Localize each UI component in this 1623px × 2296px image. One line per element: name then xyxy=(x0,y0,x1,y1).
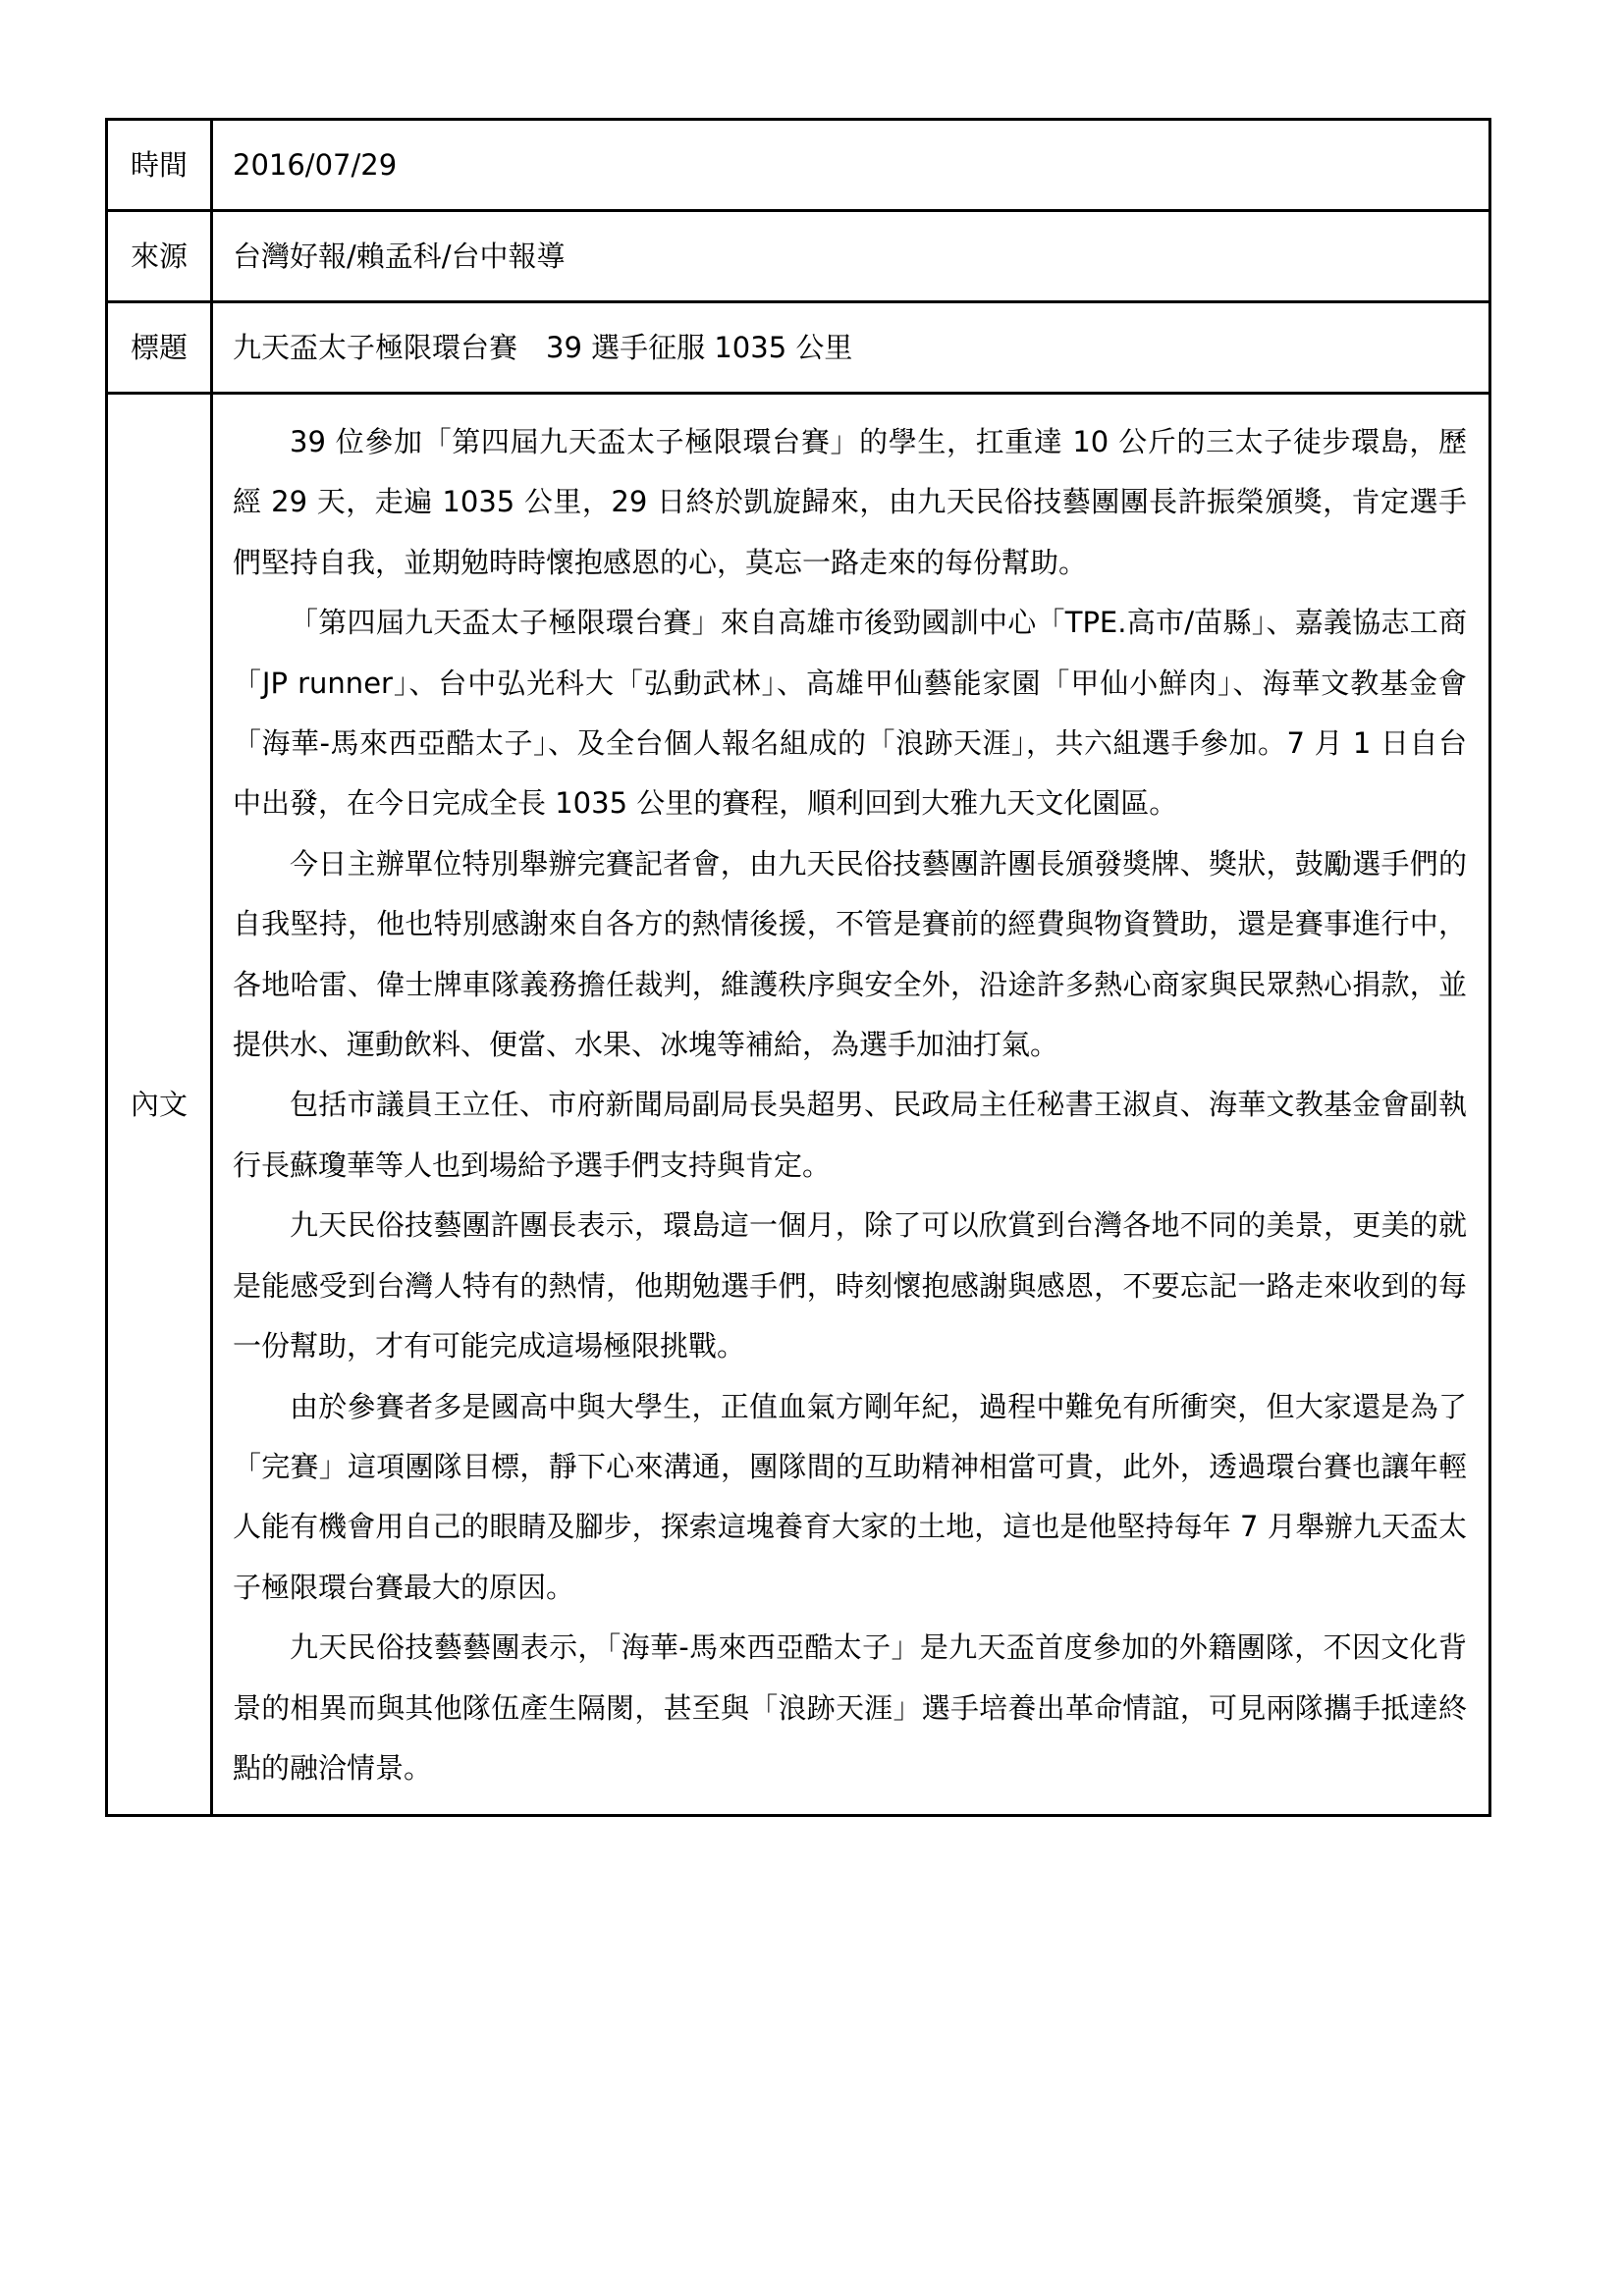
source-row xyxy=(107,211,1490,302)
content-label: 內文 xyxy=(107,394,212,1816)
source-label: 來源 xyxy=(107,211,212,302)
source-value: 台灣好報/賴孟科/台中報導 xyxy=(212,211,1490,302)
paragraph: 「第四屆九天盃太子極限環台賽」來自高雄市後勁國訓中心「TPE.高市/苗縣」、嘉義協志工商「JP runner」、台中弘光科大「弘動武林」、高雄甲仙藝能家園「甲仙小鮮肉」、海華文教基金會「海華-馬來西亞酷太子」、及全台個人報名組成的「浪跡天涯」，共六組選手參加。7 月 1 日自台中出發，在今日完成全長 1035 公里的賽程，順利回到大雅九天文化園區。 xyxy=(233,606,1467,821)
content-row xyxy=(107,394,1490,1816)
title-label: 標題 xyxy=(107,302,212,394)
paragraph: 九天民俗技藝團許團長表示，環島這一個月，除了可以欣賞到台灣各地不同的美景，更美的就是能感受到台灣人特有的熱情，他期勉選手們，時刻懷抱感謝與感恩，不要忘記一路走來收到的每一份幫助，才有可能完成這場極限挑戰。 xyxy=(233,1208,1467,1363)
time-row xyxy=(107,120,1490,211)
paragraph: 今日主辦單位特別舉辦完賽記者會，由九天民俗技藝團許團長頒發獎牌、獎狀，鼓勵選手們的自我堅持，他也特別感謝來自各方的熱情後援，不管是賽前的經費與物資贊助，還是賽事進行中，各地哈雷、偉士牌車隊義務擔任裁判，維護秩序與安全外，沿途許多熱心商家與民眾熱心捐款，並提供水、運動飲料、便當、水果、冰塊等補給，為選手加油打氣。 xyxy=(233,846,1467,1062)
paragraph: 包括市議員王立任、市府新聞局副局長吳超男、民政局主任秘書王淑貞、海華文教基金會副執行長蘇瓊華等人也到場給予選手們支持與肯定。 xyxy=(233,1088,1467,1182)
paragraph: 九天民俗技藝藝團表示，「海華-馬來西亞酷太子」是九天盃首度參加的外籍團隊，不因文化背景的相異而與其他隊伍產生隔閡，甚至與「浪跡天涯」選手培養出革命情誼，可見兩隊攜手抵達終點的融洽情景。 xyxy=(233,1630,1467,1785)
article-info-table xyxy=(105,118,1491,1817)
content-body xyxy=(212,394,1490,1816)
title-row xyxy=(107,302,1490,394)
time-value: 2016/07/29 xyxy=(212,120,1490,211)
time-label: 時間 xyxy=(107,120,212,211)
paragraph: 由於參賽者多是國高中與大學生，正值血氣方剛年紀，過程中難免有所衝突，但大家還是為了「完賽」這項團隊目標，靜下心來溝通，團隊間的互助精神相當可貴，此外，透過環台賽也讓年輕人能有機會用自己的眼睛及腳步，探索這塊養育大家的土地，這也是他堅持每年 7 月舉辦九天盃太子極限環台賽最大的原因。 xyxy=(233,1389,1467,1604)
paragraph: 39 位參加「第四屆九天盃太子極限環台賽」的學生，扛重達 10 公斤的三太子徒步環島，歷經 29 天，走遍 1035 公里，29 日終於凱旋歸來，由九天民俗技藝團團長許振榮頒獎，肯定選手們堅持自我，並期勉時時懷抱感恩的心，莫忘一路走來的每份幫助。 xyxy=(233,425,1467,579)
title-value: 九天盃太子極限環台賽 39 選手征服 1035 公里 xyxy=(212,302,1490,394)
